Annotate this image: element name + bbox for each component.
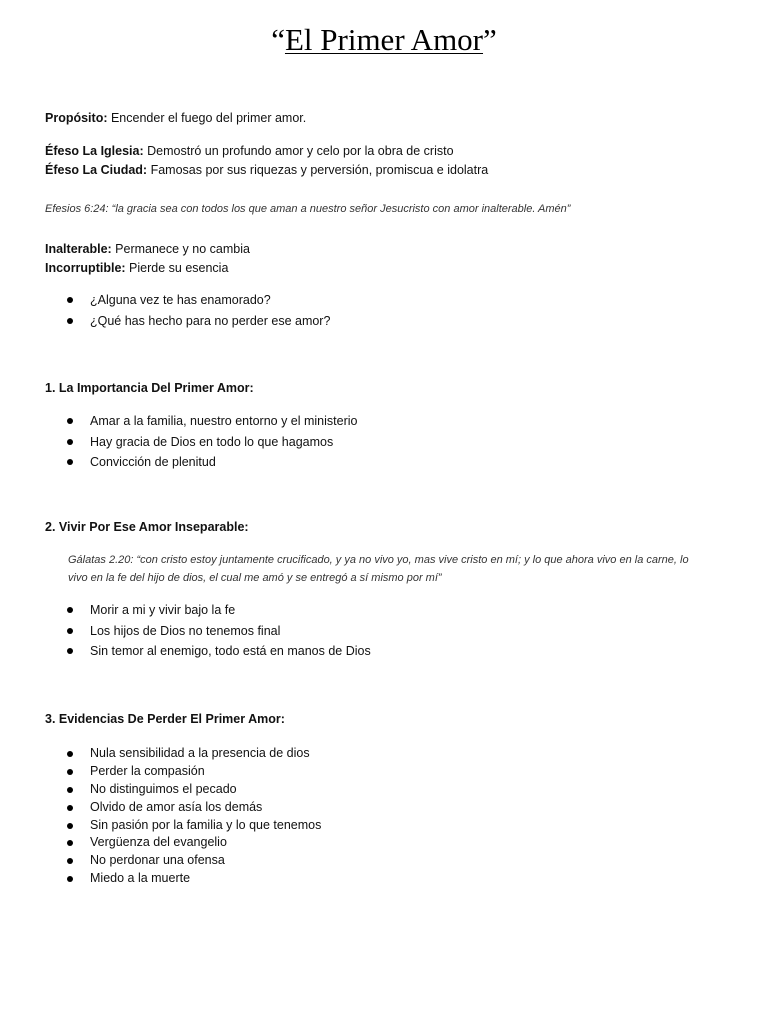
bullet-icon — [67, 459, 73, 465]
bullet-icon — [67, 297, 73, 303]
verse-galatas-line-2: vivo en la fe del hijo de dios, el cual me amó y se entregó a sí mismo por mí” — [68, 572, 442, 584]
section-1-heading: 1. La Importancia Del Primer Amor: — [45, 381, 254, 395]
list-item-text: Vergüenza del evangelio — [90, 835, 227, 850]
title-text: El Primer Amor — [284, 22, 484, 57]
efeso-ciudad-line — [45, 160, 735, 180]
bullet-icon — [67, 858, 73, 864]
definition-inalterable-label: Inalterable: — [45, 242, 112, 256]
bullet-icon — [67, 840, 73, 846]
efeso-iglesia-label: Éfeso La Iglesia: — [45, 144, 144, 158]
list-item — [45, 817, 321, 835]
title-close-quote: ” — [483, 22, 497, 57]
bullet-icon — [67, 628, 73, 634]
list-item — [45, 870, 321, 888]
list-item-text: Amar a la familia, nuestro entorno y el ministerio — [90, 414, 358, 428]
definition-incorruptible-text: Pierde su esencia — [125, 261, 229, 275]
bullet-icon — [67, 439, 73, 445]
list-item — [45, 799, 321, 817]
list-item-text: Morir a mi y vivir bajo la fe — [90, 603, 236, 617]
list-item-text: Nula sensibilidad a la presencia de dios — [90, 746, 310, 760]
list-item — [45, 763, 321, 781]
bullet-icon — [67, 318, 73, 324]
list-item — [45, 452, 357, 473]
bullet-icon — [67, 823, 73, 829]
list-item-text: Olvido de amor asía los demás — [90, 799, 263, 814]
bullet-icon — [67, 769, 73, 775]
list-item — [45, 290, 330, 311]
list-item-text: Sin temor al enemigo, todo está en manos de Dios — [90, 644, 371, 658]
definition-inalterable-text: Permanece y no cambia — [111, 242, 250, 256]
bullet-icon — [67, 607, 73, 613]
list-item-text: No distinguimos el pecado — [90, 781, 237, 796]
efeso-ciudad-label: Éfeso La Ciudad: — [45, 163, 148, 177]
list-item-text: ¿Qué has hecho para no perder ese amor? — [90, 313, 331, 328]
list-item-text: Convicción de plenitud — [90, 455, 216, 469]
section-2-heading: 2. Vivir Por Ese Amor Inseparable: — [45, 520, 249, 534]
definition-incorruptible — [45, 258, 735, 278]
bullet-icon — [67, 876, 73, 882]
list-item-text: ¿Alguna vez te has enamorado? — [90, 293, 271, 307]
list-item — [45, 621, 371, 642]
bullet-icon — [67, 751, 73, 757]
bullet-icon — [67, 805, 73, 811]
title-open-quote: “ — [271, 22, 285, 57]
list-item — [45, 852, 321, 870]
list-item — [45, 411, 357, 432]
list-item-text: No perdonar una ofensa — [90, 853, 225, 868]
list-item-text: Hay gracia de Dios en todo lo que hagamos — [90, 434, 334, 449]
bullet-icon — [67, 787, 73, 793]
bullet-icon — [67, 648, 73, 654]
section-1-list — [45, 411, 357, 473]
purpose-line — [45, 108, 735, 128]
list-item — [45, 600, 371, 621]
list-item — [45, 641, 371, 662]
efeso-iglesia-line — [45, 141, 735, 161]
section-2-list — [45, 600, 371, 662]
page-title — [0, 20, 768, 60]
list-item-text: Sin pasión por la familia y lo que tenemos — [90, 817, 322, 832]
purpose-label: Propósito: — [45, 111, 108, 125]
definition-inalterable — [45, 239, 735, 259]
section-3-heading: 3. Evidencias De Perder El Primer Amor: — [45, 712, 285, 726]
list-item — [45, 745, 321, 763]
efeso-ciudad-text: Famosas por sus riquezas y perversión, promiscua e idolatra — [147, 163, 489, 177]
list-item — [45, 311, 330, 332]
bullet-icon — [67, 418, 73, 424]
list-item — [45, 781, 321, 799]
questions-list — [45, 290, 330, 331]
list-item — [45, 432, 357, 453]
definition-incorruptible-label: Incorruptible: — [45, 261, 126, 275]
list-item — [45, 834, 321, 852]
list-item-text: Miedo a la muerte — [90, 871, 191, 886]
purpose-text: Encender el fuego del primer amor. — [107, 111, 307, 125]
list-item-text: Perder la compasión — [90, 763, 205, 778]
section-3-list — [45, 745, 321, 888]
verse-galatas-line-1: Gálatas 2.20: “con cristo estoy juntamente crucificado, y ya no vivo yo, mas vive cristo en mí; y lo que ahora vivo en la carne, lo — [68, 554, 689, 566]
efeso-iglesia-text: Demostró un profundo amor y celo por la obra de cristo — [143, 144, 454, 158]
verse-efesios: Efesios 6:24: “la gracia sea con todos los que aman a nuestro señor Jesucristo con amor inalterable. Amén” — [45, 203, 571, 215]
list-item-text: Los hijos de Dios no tenemos final — [90, 623, 281, 638]
